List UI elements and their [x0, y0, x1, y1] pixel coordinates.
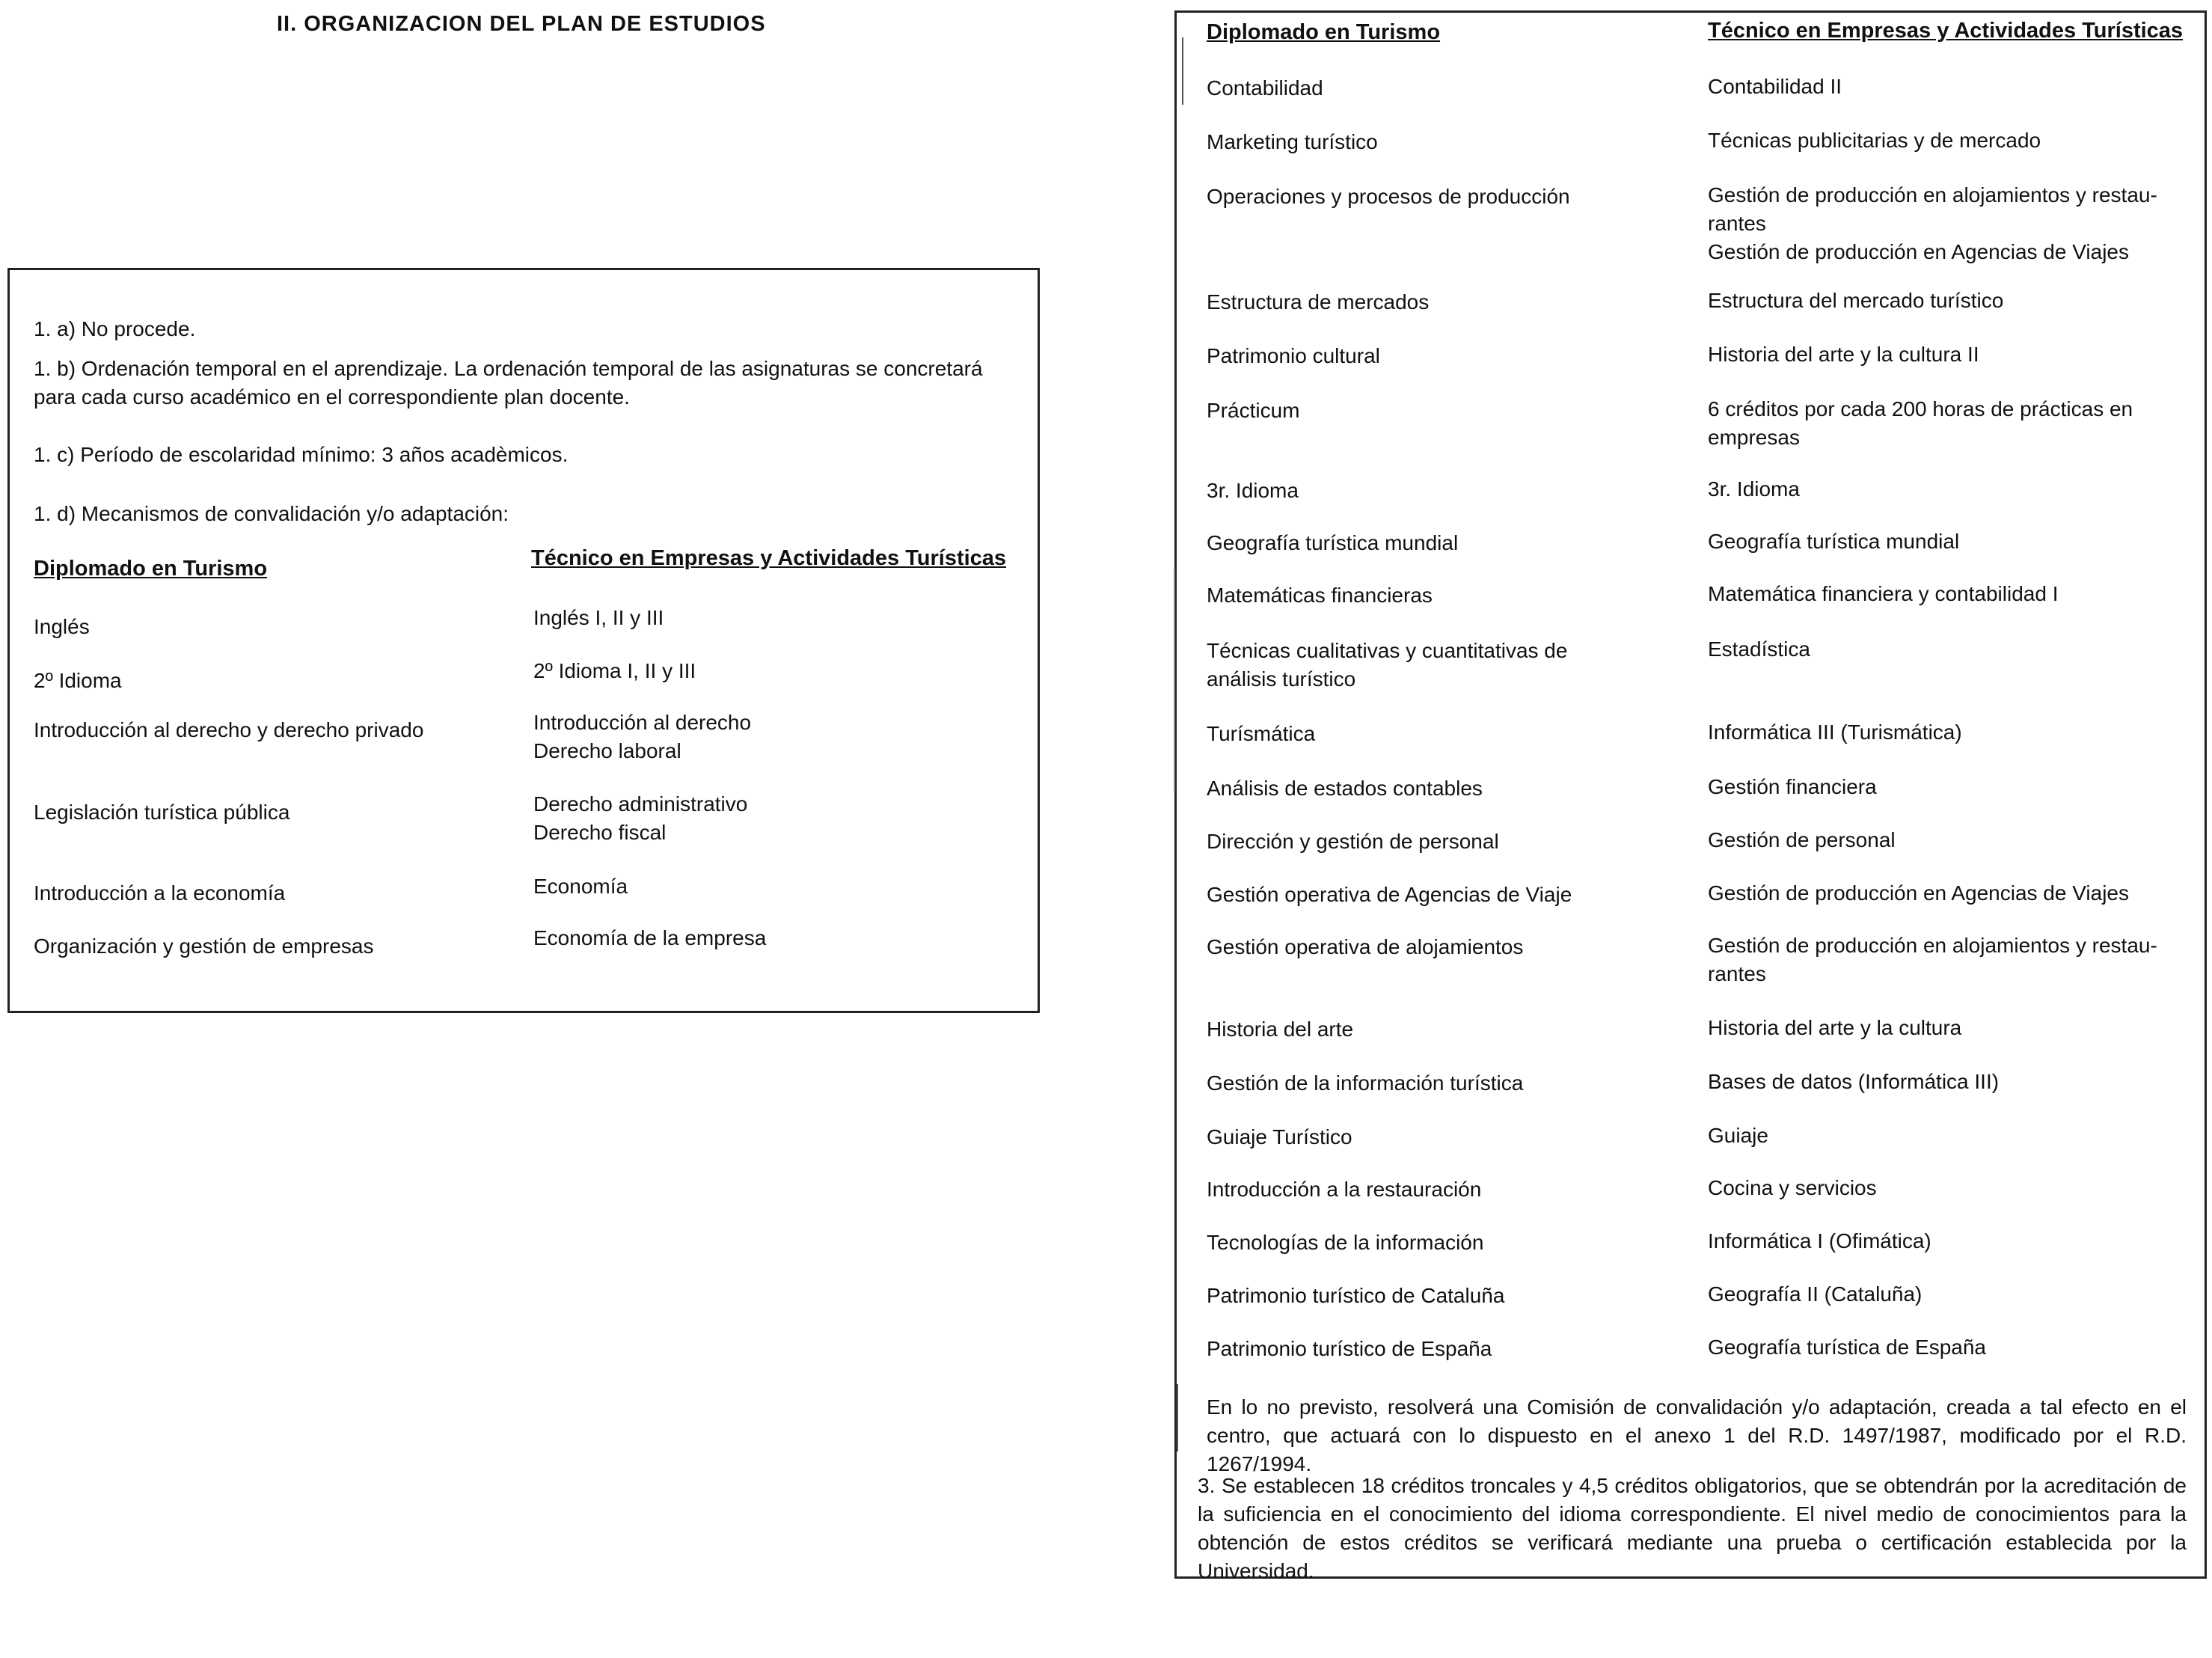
note-paragraph: En lo no previsto, resolverá una Comisión de convalidación y/o adaptación, creada a tal efecto en el centro, que actuará con lo dispuesto en el anexo 1 del R.D. 1497/1987, modificado por el R.D. 1267/1994.: [1207, 1395, 2187, 1475]
item-1c: 1. c) Período de escolaridad mínimo: 3 años acadèmicos.: [34, 443, 569, 466]
row-a: Patrimonio turístico de Cataluña: [1207, 1284, 1505, 1307]
row-a: Matemáticas financieras: [1207, 584, 1433, 607]
row-a: Tecnologías de la información: [1207, 1231, 1484, 1254]
row-a: Operaciones y procesos de producción: [1207, 185, 1570, 208]
row-b: Gestión de producción en Agencias de Viajes: [1708, 881, 2129, 905]
header-tecnico: Técnico en Empresas y Actividades Turísticas: [1708, 19, 2184, 43]
item-1b: 1. b) Ordenación temporal en el aprendizaje. La ordenación temporal de las asignaturas se concretará para cada curso académico en el correspondiente plan docente.: [34, 357, 983, 409]
row-a: Organización y gestión de empresas: [34, 934, 374, 958]
row-b: Informática I (Ofimática): [1708, 1229, 1931, 1252]
row-b: Técnicas publicitarias y de mercado: [1708, 129, 2041, 152]
row-b: Contabilidad II: [1708, 75, 1842, 98]
row-a: Introducción al derecho y derecho privado: [34, 718, 424, 741]
row-a: Patrimonio cultural: [1207, 344, 1380, 367]
row-b: Gestión de producción en alojamientos y restau-: [1708, 934, 2157, 957]
right-panel: [1174, 10, 2207, 1582]
row-a: Guiaje Turístico: [1207, 1125, 1352, 1148]
row-b-cont: Derecho fiscal: [533, 821, 667, 844]
row-a-cont: análisis turístico: [1207, 667, 1356, 691]
row-a: Gestión operativa de Agencias de Viaje: [1207, 883, 1572, 906]
row-a: 2º Idioma: [34, 669, 122, 692]
row-b-cont: rantes: [1708, 962, 1766, 985]
row-b: Bases de datos (Informática III): [1708, 1070, 2000, 1093]
row-b-cont: rantes: [1708, 212, 1766, 235]
row-b: Geografía turística de España: [1708, 1336, 1986, 1359]
item-1a: 1. a) No procede.: [34, 317, 196, 340]
row-b: Guiaje: [1708, 1124, 1768, 1147]
row-a: Prácticum: [1207, 399, 1300, 422]
row-b: 2º Idioma I, II y III: [533, 659, 696, 682]
row-a: Análisis de estados contables: [1207, 777, 1483, 800]
row-a: Turísmática: [1207, 722, 1316, 745]
row-a: Introducción a la economía: [34, 881, 286, 905]
scan-mark: [1182, 37, 1183, 105]
row-a: Marketing turístico: [1207, 130, 1378, 153]
item-3: 3. Se establecen 18 créditos troncales y 4,5 créditos obligatorios, que se obtendrán por la acreditación de la suficiencia en el conocimiento del idioma correspondiente. El nivel medio de conocimientos para la obtención de estos créditos se verificará mediante una prueba o certificación establecida por la Universidad.: [1198, 1474, 2187, 1582]
left-panel: [7, 268, 1040, 1013]
row-b: 6 créditos por cada 200 horas de prácticas en: [1708, 397, 2133, 420]
row-a: Geografía turística mundial: [1207, 531, 1459, 554]
row-b-cont: Gestión de producción en Agencias de Viajes: [1708, 240, 2129, 263]
row-b: Historia del arte y la cultura II: [1708, 343, 1979, 366]
row-a: Patrimonio turístico de España: [1207, 1337, 1492, 1360]
header-diplomado: Diplomado en Turismo: [34, 557, 268, 581]
row-a: Legislación turística pública: [34, 801, 290, 824]
row-b: Gestión de personal: [1708, 828, 1896, 851]
row-b: Geografía turística mundial: [1708, 530, 1960, 553]
row-a: 3r. Idioma: [1207, 479, 1299, 502]
row-b: Derecho administrativo: [533, 792, 748, 816]
row-b: 3r. Idioma: [1708, 477, 1800, 501]
row-b: Economía: [533, 875, 628, 898]
row-b: Informática III (Turismática): [1708, 721, 1962, 744]
item-1d: 1. d) Mecanismos de convalidación y/o adaptación:: [34, 502, 509, 525]
row-b: Matemática financiera y contabilidad I: [1708, 582, 2059, 605]
row-a: Gestión de la información turística: [1207, 1071, 1524, 1095]
row-b: Historia del arte y la cultura: [1708, 1016, 1962, 1039]
row-b: Cocina y servicios: [1708, 1176, 1877, 1199]
header-tecnico: Técnico en Empresas y Actividades Turísticas: [531, 546, 1007, 570]
row-a: Contabilidad: [1207, 76, 1323, 100]
scan-mark: [1174, 569, 1175, 793]
row-b-cont: empresas: [1708, 426, 1800, 449]
scan-mark: [1177, 1384, 1178, 1451]
row-b: Introducción al derecho: [533, 711, 752, 734]
row-a: Historia del arte: [1207, 1018, 1354, 1041]
row-a: Gestión operativa de alojamientos: [1207, 935, 1524, 958]
row-b-cont: Derecho laboral: [533, 739, 681, 762]
row-a: Introducción a la restauración: [1207, 1178, 1482, 1201]
row-a: Estructura de mercados: [1207, 290, 1430, 313]
row-b: Gestión financiera: [1708, 775, 1877, 798]
row-a: Inglés: [34, 615, 90, 638]
section-title: II. ORGANIZACION DEL PLAN DE ESTUDIOS: [277, 12, 766, 36]
header-diplomado: Diplomado en Turismo: [1207, 20, 1441, 44]
row-b: Estadística: [1708, 637, 1810, 661]
row-b: Gestión de producción en alojamientos y restau-: [1708, 183, 2157, 207]
row-b: Estructura del mercado turístico: [1708, 289, 2004, 312]
row-a: Dirección y gestión de personal: [1207, 830, 1499, 853]
row-a: Técnicas cualitativas y cuantitativas de: [1207, 639, 1568, 662]
row-b: Inglés I, II y III: [533, 606, 664, 629]
row-b: Economía de la empresa: [533, 926, 767, 949]
row-b: Geografía II (Cataluña): [1708, 1282, 1923, 1306]
